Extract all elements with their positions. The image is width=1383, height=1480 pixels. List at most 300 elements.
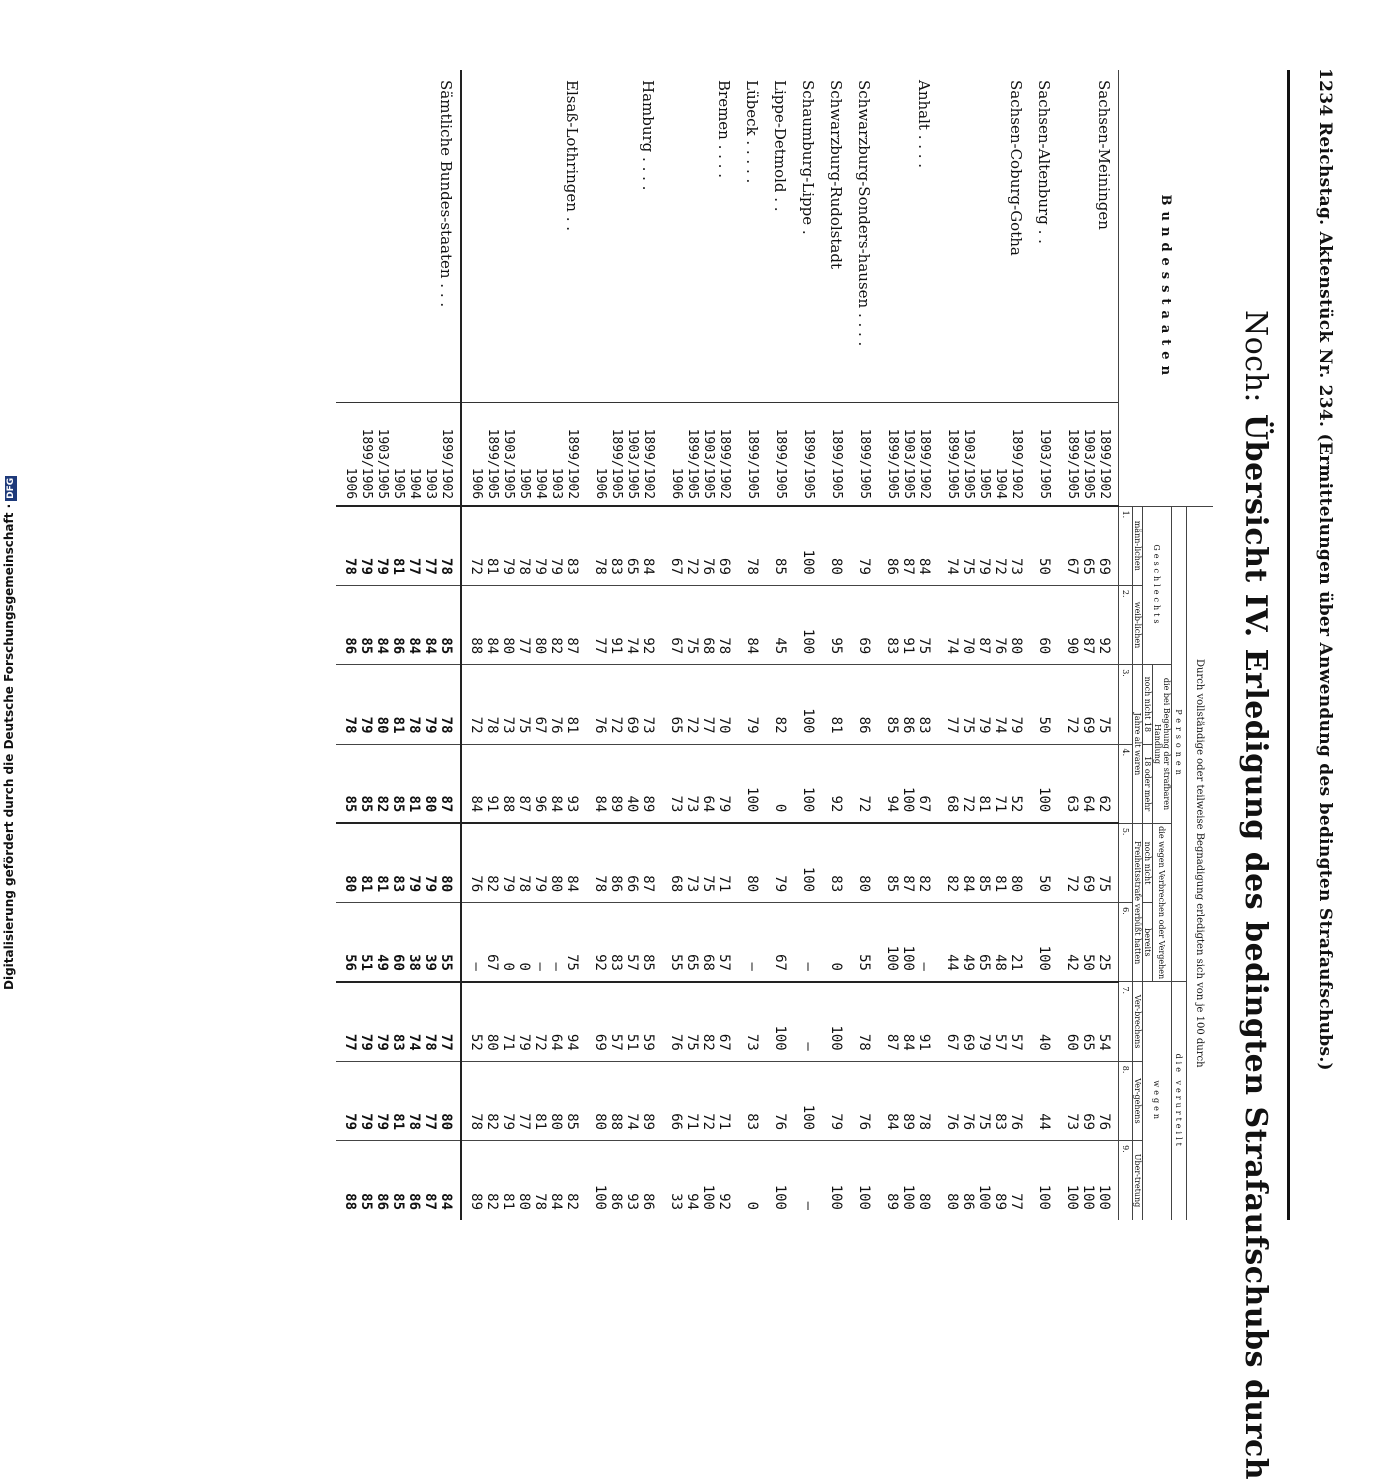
percentage-value: 80: [856, 875, 872, 893]
value-cell: [878, 506, 938, 585]
value-cell: [336, 744, 461, 823]
percentage-value: 50: [1080, 954, 1096, 971]
value-cell: [850, 1141, 878, 1220]
percentage-value: 67: [668, 637, 684, 655]
header-maennliche: männ-lichen: [1133, 506, 1143, 585]
percentage-value: 79: [422, 716, 438, 734]
percentage-value: 67: [716, 1033, 732, 1051]
percentage-value: 81: [564, 716, 580, 734]
percentage-value: 80: [342, 875, 358, 893]
percentage-value: 78: [406, 1113, 422, 1131]
percentage-value: 100: [828, 1184, 844, 1210]
percentage-value: 79: [856, 558, 872, 575]
value-cell: [938, 982, 1030, 1061]
percentage-value: 83: [992, 1113, 1008, 1131]
percentage-value: 52: [468, 1033, 484, 1051]
period-value: 1899/1905: [885, 428, 900, 500]
percentage-value: 79: [358, 1113, 374, 1131]
page-number: 1234: [1315, 68, 1335, 117]
value-cell: [1058, 506, 1119, 585]
percentage-value: 79: [342, 1113, 358, 1131]
period-value: 1904: [993, 467, 1008, 500]
percentage-value: 80: [548, 1113, 564, 1131]
period-cell: [938, 403, 1030, 506]
percentage-value: 86: [406, 1193, 422, 1210]
percentage-value: 78: [422, 1033, 438, 1051]
header-wegen-verbrechen: die wegen Verbrechen oder Vergehen: [1153, 823, 1172, 982]
value-cell: [794, 982, 822, 1061]
period-value: 1903: [549, 467, 564, 500]
period-value: 1903/1905: [701, 428, 716, 500]
percentage-value: 100: [884, 945, 900, 971]
percentage-value: 90: [1064, 637, 1080, 655]
percentage-value: 83: [744, 1113, 760, 1131]
percentage-value: 77: [1008, 1193, 1024, 1210]
percentage-value: 79: [374, 1113, 390, 1131]
percentage-value: 86: [608, 875, 624, 893]
value-cell: [1030, 982, 1058, 1061]
value-cell: [1058, 1061, 1119, 1140]
state-name: Anhalt . . . .: [915, 80, 933, 169]
percentage-value: 80: [532, 637, 548, 655]
watermark-text: Digitalisierung gefördert durch die Deutsche Forschungsgemeinschaft ·: [2, 503, 16, 990]
period-value: 1899/1902: [1097, 428, 1112, 500]
percentage-value: 0: [828, 962, 844, 971]
value-cell: [850, 506, 878, 585]
percentage-value: 79: [976, 716, 992, 734]
percentage-value: 100: [800, 1104, 816, 1131]
period-value: 1899/1905: [945, 428, 960, 500]
percentage-value: 60: [1036, 637, 1052, 655]
percentage-value: 75: [684, 1033, 700, 1051]
value-cell: [738, 665, 766, 744]
percentage-value: 60: [1064, 1033, 1080, 1051]
percentage-value: 73: [500, 716, 516, 734]
percentage-value: 89: [884, 1193, 900, 1210]
percentage-value: 56: [342, 954, 358, 971]
percentage-value: 75: [960, 716, 976, 734]
percentage-value: 81: [374, 875, 390, 893]
value-cell: [822, 585, 850, 664]
percentage-value: 74: [624, 637, 640, 655]
header-weibliche: weib-lichen: [1133, 585, 1143, 664]
column-number: 6.: [1119, 903, 1133, 982]
percentage-value: 67: [916, 795, 932, 813]
value-cell: [850, 903, 878, 982]
percentage-value: 100: [900, 945, 916, 971]
percentage-value: 33: [668, 1193, 684, 1210]
header-bundesstaaten: Bundesstaaten: [1119, 70, 1214, 506]
value-cell: [766, 665, 794, 744]
percentage-value: 57: [1008, 1033, 1024, 1051]
table-row: [938, 70, 1030, 1220]
value-cell: [461, 823, 586, 902]
value-cell: [738, 903, 766, 982]
percentage-value: 85: [976, 875, 992, 893]
percentage-value: 75: [1096, 716, 1112, 734]
value-cell: [738, 506, 766, 585]
period-cell: [461, 403, 586, 506]
value-cell: [938, 665, 1030, 744]
percentage-value: 84: [640, 558, 656, 575]
value-cell: [794, 903, 822, 982]
column-number: 8.: [1119, 1061, 1133, 1140]
value-cell: [586, 665, 662, 744]
state-name: Bremen . . . .: [715, 80, 733, 178]
percentage-value: 85: [564, 1113, 580, 1131]
percentage-value: 82: [484, 1113, 500, 1131]
percentage-value: 85: [884, 875, 900, 893]
percentage-value: 73: [668, 795, 684, 813]
percentage-value: 81: [390, 558, 406, 575]
value-cell: [1030, 665, 1058, 744]
period-cell: [336, 403, 461, 506]
percentage-value: 78: [516, 875, 532, 893]
percentage-value: 89: [640, 795, 656, 813]
percentage-value: 100: [800, 708, 816, 734]
percentage-value: 72: [468, 558, 484, 575]
percentage-value: 87: [422, 1193, 438, 1210]
period-value: 1899/1902: [565, 428, 580, 500]
state-name: Sachsen-Meiningen: [1095, 80, 1113, 230]
percentage-value: 76: [1008, 1113, 1024, 1131]
percentage-value: 65: [976, 954, 992, 971]
percentage-value: 81: [358, 875, 374, 893]
percentage-value: 67: [772, 954, 788, 971]
value-cell: [766, 744, 794, 823]
percentage-value: 87: [438, 795, 454, 813]
table-row: [878, 70, 938, 1220]
percentage-value: 66: [624, 875, 640, 893]
value-cell: [586, 1061, 662, 1140]
value-cell: [662, 903, 738, 982]
percentage-value: 79: [500, 558, 516, 575]
percentage-value: 86: [856, 716, 872, 734]
value-cell: [938, 744, 1030, 823]
percentage-value: 73: [640, 716, 656, 734]
percentage-value: 72: [608, 716, 624, 734]
percentage-value: 86: [640, 1193, 656, 1210]
percentage-value: 91: [484, 795, 500, 813]
period-value: 1906: [343, 467, 358, 500]
dfg-watermark: [2, 476, 17, 990]
percentage-value: 57: [608, 1033, 624, 1051]
value-cell: [662, 744, 738, 823]
period-value: 1903/1905: [901, 428, 916, 500]
value-cell: [766, 1141, 794, 1220]
percentage-value: 84: [406, 637, 422, 655]
percentage-value: 72: [1064, 716, 1080, 734]
percentage-value: 83: [390, 875, 406, 893]
percentage-value: 78: [516, 558, 532, 575]
value-cell: [586, 1141, 662, 1220]
percentage-value: 66: [668, 1113, 684, 1131]
value-cell: [336, 1061, 461, 1140]
percentage-value: 0: [744, 1201, 760, 1210]
percentage-value: 77: [406, 558, 422, 575]
percentage-value: 84: [744, 637, 760, 655]
value-cell: [1030, 585, 1058, 664]
percentage-value: 69: [716, 558, 732, 575]
percentage-value: 79: [374, 1033, 390, 1051]
percentage-value: 78: [342, 716, 358, 734]
percentage-value: 100: [1036, 1184, 1052, 1210]
percentage-value: 77: [438, 1033, 454, 1051]
value-cell: [1030, 1061, 1058, 1140]
value-cell: [878, 1141, 938, 1220]
value-cell: [822, 903, 850, 982]
percentage-value: 62: [1096, 795, 1112, 813]
percentage-value: 91: [608, 637, 624, 655]
value-cell: [1058, 823, 1119, 902]
percentage-value: 69: [1096, 558, 1112, 575]
percentage-value: 80: [828, 558, 844, 575]
period-value: 1906: [469, 467, 484, 500]
percentage-value: 75: [700, 875, 716, 893]
value-cell: [1058, 982, 1119, 1061]
percentage-value: 78: [856, 1033, 872, 1051]
header-freiheitsstrafe: Freiheitsstrafe verbüßt hatten: [1133, 823, 1143, 982]
state-name: Hamburg . . . .: [639, 80, 657, 191]
period-cell: [586, 403, 662, 506]
percentage-value: 86: [374, 1193, 390, 1210]
value-cell: [461, 506, 586, 585]
percentage-value: 68: [668, 875, 684, 893]
percentage-value: —: [800, 1042, 816, 1051]
percentage-value: 87: [1080, 637, 1096, 655]
percentage-value: 52: [1008, 795, 1024, 813]
value-cell: [878, 903, 938, 982]
percentage-value: 80: [744, 875, 760, 893]
percentage-value: 65: [684, 954, 700, 971]
percentage-value: 0: [772, 803, 788, 813]
period-value: 1903/1905: [961, 428, 976, 500]
percentage-value: 71: [992, 795, 1008, 813]
percentage-value: 84: [900, 1033, 916, 1051]
state-name: Schwarzburg-Rudolstadt: [827, 80, 845, 269]
value-cell: [822, 665, 850, 744]
percentage-value: 92: [640, 637, 656, 655]
period-value: 1903/1905: [1081, 428, 1096, 500]
period-value: 1899/1902: [439, 428, 454, 500]
percentage-value: 100: [856, 1184, 872, 1210]
percentage-value: 100: [700, 1184, 716, 1210]
page-title: [1238, 310, 1273, 1480]
percentage-value: 74: [944, 637, 960, 655]
percentage-value: 93: [564, 795, 580, 813]
percentage-value: 72: [960, 795, 976, 813]
period-cell: [794, 403, 822, 506]
percentage-value: 48: [992, 954, 1008, 971]
percentage-value: 80: [944, 1193, 960, 1210]
percentage-value: 82: [548, 637, 564, 655]
percentage-value: 78: [592, 558, 608, 575]
percentage-value: 72: [1064, 875, 1080, 893]
percentage-value: 89: [992, 1193, 1008, 1210]
percentage-value: 83: [884, 637, 900, 655]
period-value: 1904: [533, 467, 548, 500]
period-cell: [878, 403, 938, 506]
header-18-oder-mehr: 18 oder mehr: [1143, 744, 1153, 823]
percentage-value: 79: [500, 875, 516, 893]
percentage-value: 57: [716, 954, 732, 971]
header-bei-begehung: die bei Begehung der strafbaren Handlung: [1153, 665, 1172, 824]
header-jahre-alt: Jahre alt waren: [1133, 665, 1143, 824]
period-value: 1903/1905: [375, 428, 390, 500]
percentage-value: 79: [976, 1033, 992, 1051]
percentage-value: 55: [438, 954, 454, 971]
percentage-value: 25: [1096, 954, 1112, 971]
percentage-value: 88: [608, 1113, 624, 1131]
header-noch-nicht-18: noch nicht 18: [1143, 665, 1153, 744]
table-row: [461, 70, 586, 1220]
percentage-value: 69: [624, 716, 640, 734]
percentage-value: 84: [564, 875, 580, 893]
percentage-value: 64: [700, 795, 716, 813]
percentage-value: 79: [374, 558, 390, 575]
value-cell: [938, 903, 1030, 982]
percentage-value: 94: [684, 1193, 700, 1210]
period-cell: [738, 403, 766, 506]
percentage-value: 100: [800, 866, 816, 893]
percentage-value: 87: [884, 1033, 900, 1051]
percentage-value: 79: [406, 875, 422, 893]
percentage-value: 76: [992, 637, 1008, 655]
state-name: Sachsen-Altenburg . .: [1035, 80, 1053, 244]
percentage-value: 51: [624, 1033, 640, 1051]
percentage-value: 100: [900, 787, 916, 813]
percentage-value: 89: [900, 1113, 916, 1131]
percentage-value: 78: [484, 716, 500, 734]
percentage-value: 87: [564, 637, 580, 655]
header-vergehens: Ver-gehens: [1133, 1061, 1143, 1140]
period-value: 1899/1905: [857, 428, 872, 500]
value-cell: [336, 665, 461, 744]
percentage-value: 85: [358, 1193, 374, 1210]
percentage-value: 75: [516, 716, 532, 734]
percentage-value: 83: [564, 558, 580, 575]
percentage-value: 72: [992, 558, 1008, 575]
percentage-value: 63: [1064, 795, 1080, 813]
value-cell: [850, 665, 878, 744]
percentage-value: 57: [624, 954, 640, 971]
percentage-value: 78: [716, 637, 732, 655]
value-cell: [766, 506, 794, 585]
period-value: 1903/1905: [501, 428, 516, 500]
value-cell: [738, 744, 766, 823]
percentage-value: 79: [422, 875, 438, 893]
percentage-value: 73: [1064, 1113, 1080, 1131]
percentage-value: —: [468, 962, 484, 971]
period-value: 1906: [669, 467, 684, 500]
percentage-value: 80: [548, 875, 564, 893]
percentage-value: 84: [422, 637, 438, 655]
value-cell: [938, 1061, 1030, 1140]
percentage-value: 78: [916, 1113, 932, 1131]
value-cell: [662, 982, 738, 1061]
percentage-value: 72: [468, 716, 484, 734]
value-cell: [461, 585, 586, 664]
percentage-value: 75: [976, 1113, 992, 1131]
percentage-value: 83: [608, 558, 624, 575]
period-cell: [766, 403, 794, 506]
state-name: Lippe-Detmold . .: [771, 80, 789, 212]
value-cell: [794, 744, 822, 823]
percentage-value: 77: [516, 637, 532, 655]
percentage-value: 69: [1080, 875, 1096, 893]
period-value: 1899/1905: [359, 428, 374, 500]
value-cell: [822, 744, 850, 823]
value-cell: [662, 665, 738, 744]
percentage-value: 75: [1096, 875, 1112, 893]
column-number: 3.: [1119, 665, 1133, 744]
percentage-value: 88: [342, 1193, 358, 1210]
percentage-value: 100: [828, 1025, 844, 1051]
value-cell: [586, 823, 662, 902]
percentage-value: 81: [390, 1113, 406, 1131]
percentage-value: 88: [468, 637, 484, 655]
percentage-value: 89: [608, 795, 624, 813]
percentage-value: 85: [772, 558, 788, 575]
value-cell: [766, 585, 794, 664]
value-cell: [766, 1061, 794, 1140]
percentage-value: 84: [548, 795, 564, 813]
period-value: 1905: [517, 467, 532, 500]
percentage-value: 73: [684, 795, 700, 813]
header-personen: Personen: [1172, 506, 1187, 982]
percentage-value: 81: [406, 795, 422, 813]
column-number: 4.: [1119, 744, 1133, 823]
percentage-value: 83: [608, 954, 624, 971]
value-cell: [461, 1141, 586, 1220]
value-cell: [822, 1061, 850, 1140]
value-cell: [850, 744, 878, 823]
percentage-value: 76: [944, 1113, 960, 1131]
value-cell: [1058, 585, 1119, 664]
percentage-value: 44: [1036, 1113, 1052, 1131]
percentage-value: 76: [468, 875, 484, 893]
table-row: [662, 70, 738, 1220]
percentage-value: 84: [884, 1113, 900, 1131]
value-cell: [1030, 1141, 1058, 1220]
percentage-value: 92: [1096, 637, 1112, 655]
percentage-value: 69: [856, 637, 872, 655]
percentage-value: 80: [1008, 875, 1024, 893]
table-row: [1030, 70, 1058, 1220]
title-main: Übersicht IV. Erledigung des bedingten Strafaufschubs durch: [1238, 414, 1273, 1480]
percentage-value: 55: [856, 954, 872, 971]
value-cell: [766, 823, 794, 902]
percentage-value: 51: [358, 954, 374, 971]
percentage-value: 70: [716, 716, 732, 734]
percentage-value: 42: [1064, 954, 1080, 971]
state-name: Lübeck . . . . .: [743, 80, 761, 184]
value-cell: [1058, 903, 1119, 982]
value-cell: [850, 1061, 878, 1140]
value-cell: [461, 982, 586, 1061]
percentage-value: 67: [532, 716, 548, 734]
value-cell: [822, 506, 850, 585]
value-cell: [662, 506, 738, 585]
percentage-value: 85: [342, 795, 358, 813]
percentage-value: 79: [358, 1033, 374, 1051]
percentage-value: 87: [976, 637, 992, 655]
percentage-value: 74: [944, 558, 960, 575]
percentage-value: 86: [342, 637, 358, 655]
percentage-value: 21: [1008, 954, 1024, 971]
percentage-value: 78: [468, 1113, 484, 1131]
percentage-value: 83: [390, 1033, 406, 1051]
